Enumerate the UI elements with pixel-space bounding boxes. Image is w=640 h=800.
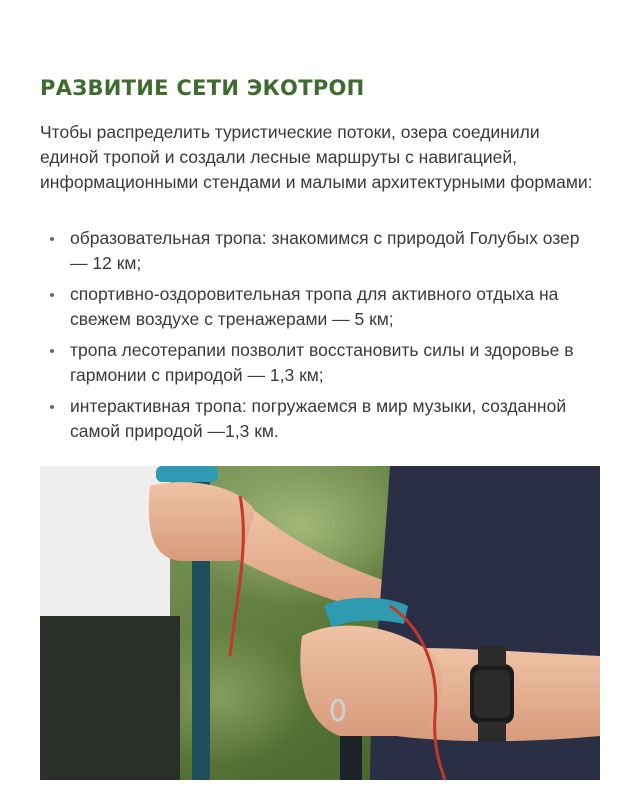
list-item-text: спортивно-оздоровительная тропа для активного отдыха на свежем воздухе с тренажерами — 5 км;: [70, 284, 559, 329]
list-item: [40, 394, 600, 444]
bullet-icon: [50, 293, 54, 297]
list-item-text: образовательная тропа: знакомимся с природой Голубых озер — 12 км;: [70, 228, 580, 273]
list-item-text: тропа лесотерапии позволит восстановить силы и здоровье в гармонии с природой — 1,3 км;: [70, 340, 574, 385]
list-item-text: интерактивная тропа: погружаемся в мир музыки, созданной самой природой —1,3 км.: [70, 396, 567, 441]
intro-paragraph: Чтобы распределить туристические потоки, озера соединили единой тропой и создали лесные маршруты с навигацией, информационными стендами и малыми архитектурными формами:: [40, 122, 593, 192]
trail-list: [40, 226, 600, 450]
bullet-icon: [50, 237, 54, 241]
bullet-icon: [50, 405, 54, 409]
bullet-icon: [50, 349, 54, 353]
list-item: [40, 282, 600, 332]
page-title: РАЗВИТИЕ СЕТИ ЭКОТРОП: [40, 76, 365, 100]
list-item: [40, 226, 600, 276]
list-item: [40, 338, 600, 388]
hiking-photo: [40, 466, 600, 780]
